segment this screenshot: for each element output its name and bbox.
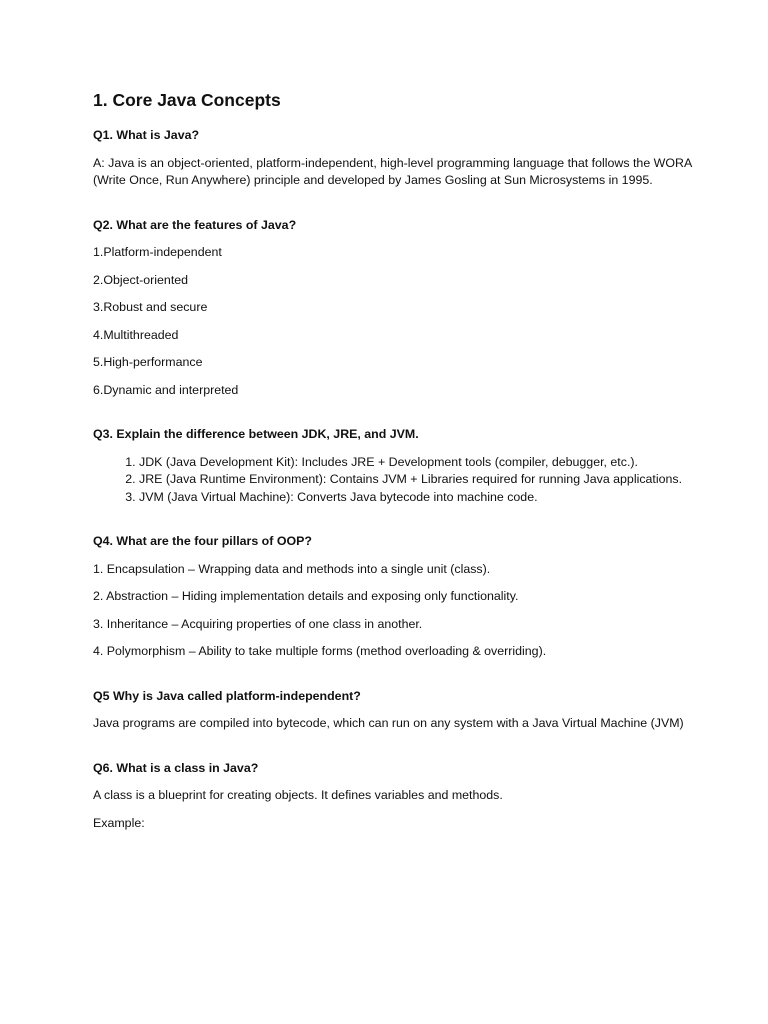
q5-answer: Java programs are compiled into bytecode, which can run on any system with a Java Virtual Machine (JVM) (93, 716, 684, 730)
q2-item: 1.Platform-independent (93, 245, 222, 259)
q3-item: 3. JVM (Java Virtual Machine): Converts Java bytecode into machine code. (139, 489, 693, 507)
q6-answer: A class is a blueprint for creating objects. It defines variables and methods. (93, 788, 503, 802)
section-title: 1. Core Java Concepts (93, 90, 281, 110)
q4-item: 4. Polymorphism – Ability to take multiple forms (method overloading & overriding). (93, 644, 547, 658)
q4-block (93, 533, 693, 661)
q4-item: 2. Abstraction – Hiding implementation details and exposing only functionality. (93, 589, 519, 603)
q4-question: Q4. What are the four pillars of OOP? (93, 534, 312, 548)
q6-question: Q6. What is a class in Java? (93, 760, 259, 775)
q4-item: 3. Inheritance – Acquiring properties of one class in another. (93, 616, 423, 631)
q2-question: Q2. What are the features of Java? (93, 217, 297, 232)
q1-answer: A: Java is an object-oriented, platform-independent, high-level programming language that follows the WORA (Write Once, Run Anywhere) principle and developed by James Gosling at Sun Microsystems in 1995. (93, 155, 692, 187)
q5-question: Q5 Why is Java called platform-independent? (93, 688, 361, 703)
q2-item: 3.Robust and secure (93, 300, 208, 314)
q2-block (93, 217, 693, 400)
q3-block (93, 426, 693, 506)
q4-item: 1. Encapsulation – Wrapping data and methods into a single unit (class). (93, 561, 491, 576)
q2-item: 5.High-performance (93, 355, 203, 369)
q6-block (93, 760, 693, 833)
document-page (93, 88, 693, 842)
q1-question: Q1. What is Java? (93, 128, 200, 142)
q3-list (93, 454, 693, 507)
q3-item: 2. JRE (Java Runtime Environment): Contains JVM + Libraries required for running Java applications. (139, 471, 693, 489)
q3-item: 1. JDK (Java Development Kit): Includes JRE + Development tools (compiler, debugger, etc.). (139, 454, 693, 472)
q3-question: Q3. Explain the difference between JDK, JRE, and JVM. (93, 427, 419, 441)
q2-item: 4.Multithreaded (93, 327, 179, 342)
q2-item: 2.Object-oriented (93, 272, 189, 287)
q2-item: 6.Dynamic and interpreted (93, 382, 239, 397)
q5-block (93, 688, 693, 733)
q6-example-label: Example: (93, 815, 145, 830)
q1-block (93, 127, 693, 190)
